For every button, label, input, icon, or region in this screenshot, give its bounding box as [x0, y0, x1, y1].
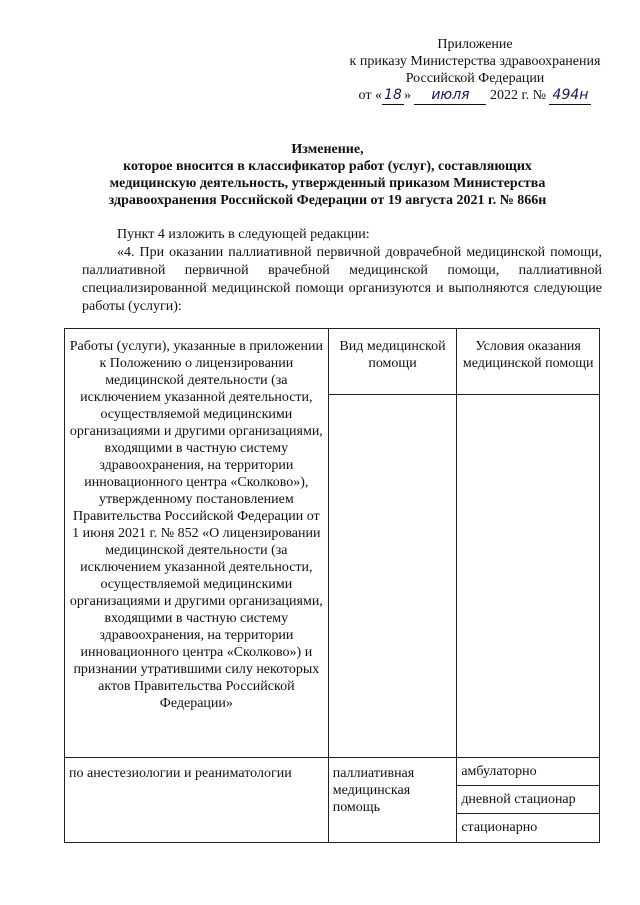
header-type-text: Вид медицинской помощи: [339, 339, 446, 371]
document-title: [40, 141, 615, 209]
date-day-close: »: [403, 88, 411, 103]
condition-day-hospital: дневной стационар: [457, 786, 599, 814]
header-conditions-empty: [457, 395, 600, 758]
order-number: 494н: [549, 87, 591, 105]
appendix-order-ref: к приказу Министерства здравоохранения: [349, 54, 601, 69]
intro-paragraph: Пункт 4 изложить в следующей редакции:: [117, 227, 370, 242]
title-line-3: медицинскую деятельность, утвержденный приказом Министерства: [109, 176, 546, 191]
appendix-block: [330, 36, 620, 105]
header-conditions-text: Условия оказания медицинской помощи: [462, 339, 594, 371]
title-line-2: которое вносится в классификатор работ (услуг), составляющих: [123, 159, 532, 174]
date-prefix: от «: [358, 88, 382, 103]
header-works-text: Работы (услуги), указанные в приложении к Положению о лицензировании медицинской деятельности (за исключением указанной деятельности, осуществляемой медицинскими организациями и другими организациями, входящими в частную систему здравоохранения, на территории инновационного центра «Сколково»), утвержденному постановлением Правительства Российской Федерации от 1 июня 2021 г. № 852 «О лицензировании медицинской деятельности (за исключением указанной деятельности, осуществляемой медицинскими организациями и другими организациями, входящими в частную систему здравоохранения, на территории инновационного центра «Сколково») и признании утратившими силу некоторых актов Правительства Российской Федерации»: [69, 339, 323, 711]
row-work: [65, 758, 329, 843]
table-row: [65, 758, 600, 843]
date-year: 2022 г. №: [489, 88, 546, 103]
appendix-label: Приложение: [437, 37, 513, 52]
header-works: [65, 329, 329, 758]
date-day: 18: [382, 87, 404, 105]
condition-outpatient: амбулаторно: [457, 758, 599, 786]
services-table: [64, 328, 600, 843]
title-line-4: здравоохранения Российской Федерации от 19 августа 2021 г. № 866н: [108, 193, 547, 208]
appendix-country: Российской Федерации: [405, 71, 545, 86]
main-paragraph: «4. При оказании паллиативной первичной доврачебной медицинской помощи, паллиативной первичной врачебной медицинской помощи, паллиативной специализированной медицинской помощи организуются и выполняются следующие работы (услуги):: [82, 245, 602, 314]
row-type: [328, 758, 457, 843]
header-type: [328, 329, 457, 395]
appendix-date-line: [330, 87, 620, 105]
header-conditions: [457, 329, 600, 395]
row-conditions: [457, 758, 600, 843]
date-month: июля: [414, 87, 486, 105]
body-text: [82, 226, 602, 316]
condition-inpatient: стационарно: [461, 820, 538, 835]
title-line-1: Изменение,: [291, 142, 364, 157]
row-work-text: по анестезиологии и реаниматологии: [69, 766, 292, 781]
row-type-text: паллиативная медицинская помощь: [332, 766, 415, 815]
header-type-empty: [328, 395, 457, 758]
